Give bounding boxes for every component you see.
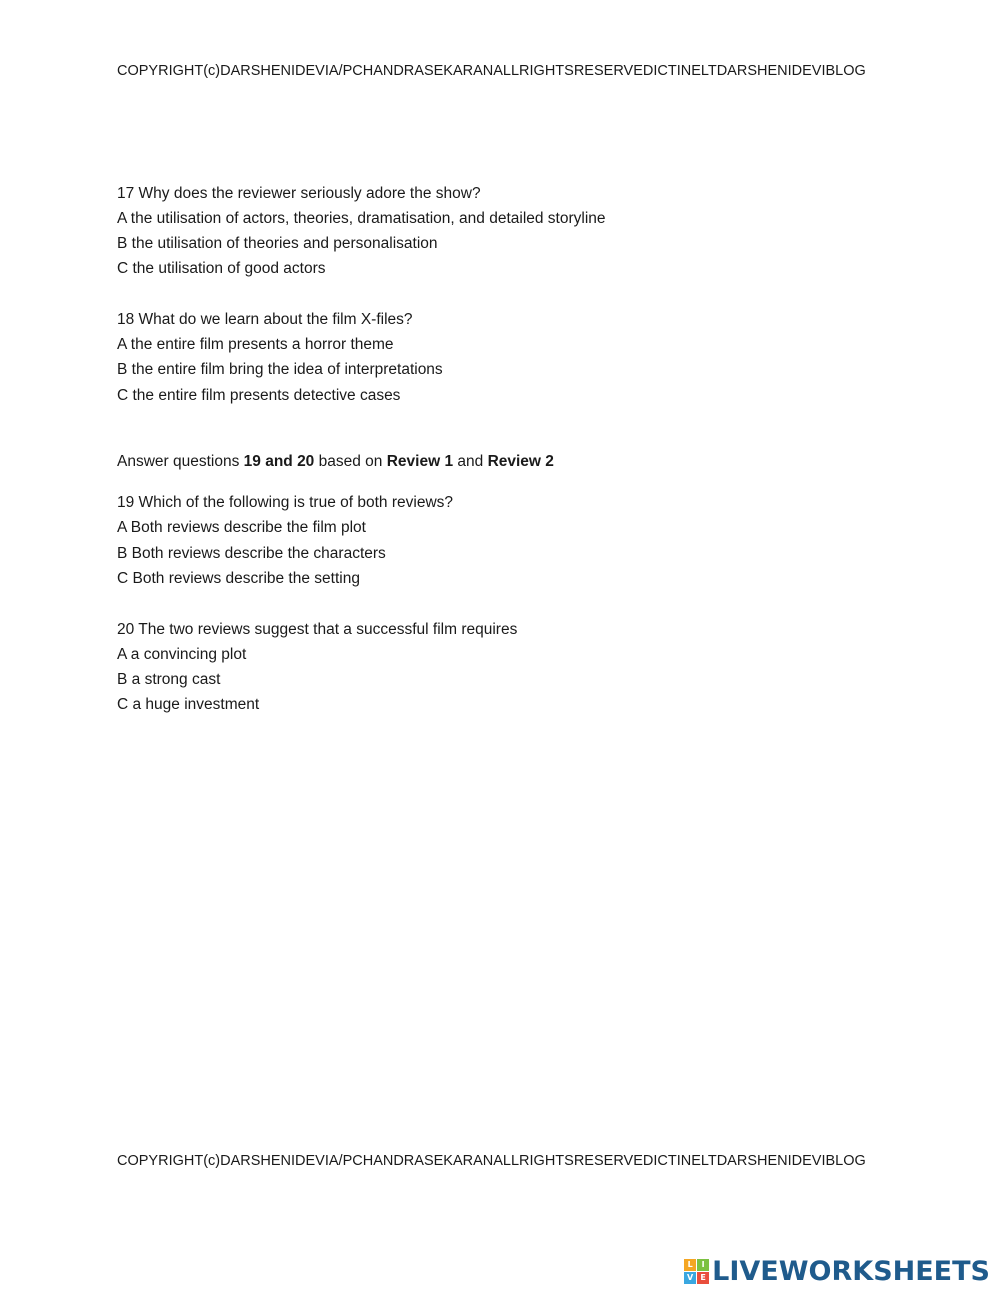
question-19: 19 Which of the following is true of both reviews?: [117, 494, 454, 511]
header-copyright: COPYRIGHT(c)DARSHENIDEVIA/PCHANDRASEKARANALLRIGHTSRESERVEDICTINELTDARSHENIDEVIBLOG: [117, 63, 866, 79]
logo-block-i: I: [697, 1259, 709, 1271]
q20-option-c: C a huge investment: [117, 696, 260, 713]
question-17: 17 Why does the reviewer seriously adore the show?: [117, 185, 481, 202]
q19-option-c: C Both reviews describe the setting: [117, 570, 360, 587]
q20-option-a: A a convincing plot: [117, 646, 247, 663]
q20-option-b: B a strong cast: [117, 671, 221, 688]
instruction: [117, 452, 554, 472]
question-20: 20 The two reviews suggest that a successful film requires: [117, 621, 518, 638]
logo-text: LIVEWORKSHEETS: [712, 1255, 990, 1287]
instruction-and: and: [453, 453, 488, 470]
instruction-review-1: Review 1: [386, 453, 454, 470]
footer-copyright: COPYRIGHT(c)DARSHENIDEVIA/PCHANDRASEKARANALLRIGHTSRESERVEDICTINELTDARSHENIDEVIBLOG: [117, 1153, 866, 1169]
liveworksheets-logo[interactable]: [684, 1255, 990, 1287]
q18-option-c: C the entire film presents detective cases: [117, 387, 401, 404]
logo-block-e: E: [697, 1272, 709, 1284]
q19-option-a: A Both reviews describe the film plot: [117, 519, 366, 536]
instruction-review-2: Review 2: [487, 453, 554, 470]
logo-block-l: L: [684, 1259, 696, 1271]
instruction-prefix: Answer questions: [117, 453, 244, 470]
q19-option-b: B Both reviews describe the characters: [117, 545, 386, 562]
q17-option-b: B the utilisation of theories and personalisation: [117, 235, 438, 252]
q17-option-c: C the utilisation of good actors: [117, 260, 326, 277]
q18-option-a: A the entire film presents a horror theme: [117, 336, 394, 353]
q17-option-a: A the utilisation of actors, theories, dramatisation, and detailed storyline: [117, 210, 606, 227]
logo-icon: [684, 1259, 709, 1284]
logo-block-v: V: [684, 1272, 696, 1284]
instruction-questions: 19 and 20: [243, 453, 315, 470]
q18-option-b: B the entire film bring the idea of interpretations: [117, 361, 443, 378]
question-18: 18 What do we learn about the film X-files?: [117, 311, 413, 328]
instruction-mid: based on: [314, 453, 387, 470]
